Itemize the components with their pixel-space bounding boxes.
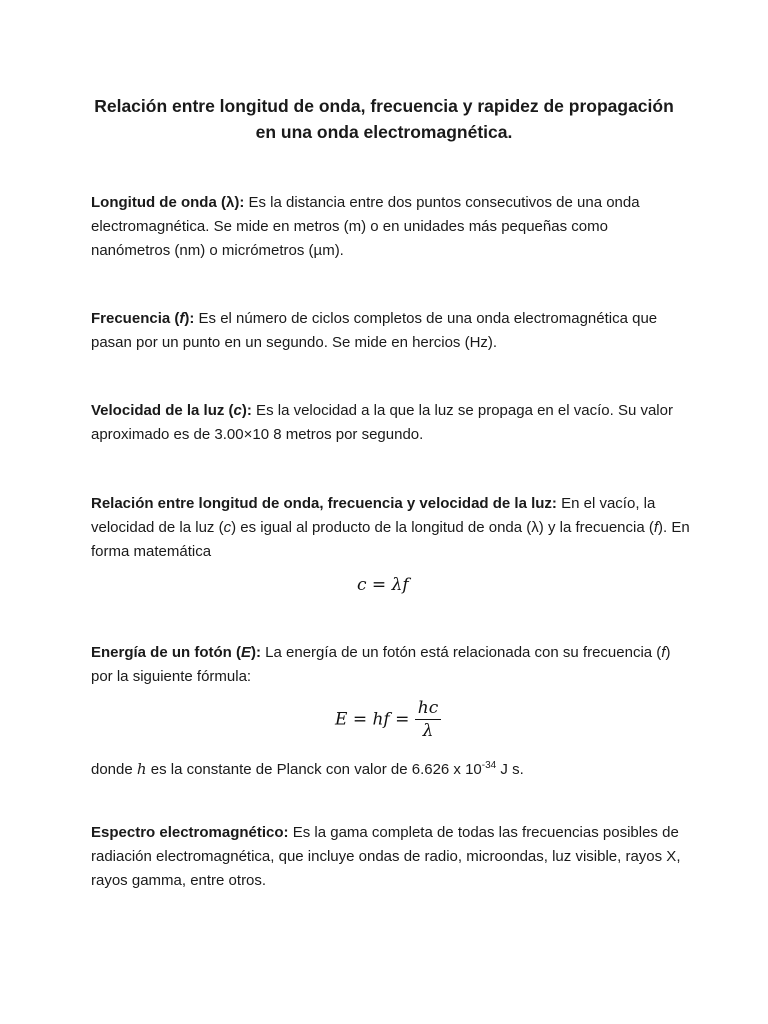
light-speed-definition: [91, 399, 691, 447]
wavelength-term: Longitud de onda (λ):: [91, 194, 245, 211]
document-title: [40, 93, 728, 145]
relation-term: Relación entre longitud de onda, frecuencia y velocidad de la luz:: [91, 495, 557, 512]
photon-term: Energía de un fotón (E):: [91, 644, 262, 661]
wavelength-text: Es la distancia entre dos puntos consecutivos de una onda electromagnética. Se mide en metros (m) o en unidades más pequeñas como nanómetros (nm) o micrómetros (µm).: [91, 194, 640, 259]
frequency-term: Frecuencia (f):: [91, 310, 195, 327]
light-speed-text: Es la velocidad a la que la luz se propaga en el vacío. Su valor aproximado es de 3.00×10 8 metros por segundo.: [91, 402, 673, 443]
planck-constant-note: donde h es la constante de Planck con valor de 6.626 x $10^{-34}$ J s.: [91, 760, 524, 778]
wavelength-definition: [91, 191, 691, 263]
relation-definition: Relación entre longitud de onda, frecuencia y velocidad de la luz: En el vacío, la velocidad de la luz (c) es igual al producto de la longitud de onda (λ) y la frecuencia (f). En forma matemática: [91, 495, 690, 560]
spectrum-term: Espectro electromagnético:: [91, 824, 289, 841]
formula-photon-energy: E = hf = $\frac{hc}{\lambda}$: [335, 697, 441, 742]
spectrum-definition: [91, 821, 691, 893]
planck-symbol: h: [136, 760, 147, 778]
light-speed-term: Velocidad de la luz (c):: [91, 402, 252, 419]
frequency-definition: [91, 307, 691, 355]
planck-exponent: -34: [481, 760, 497, 771]
spectrum-text: Es la gama completa de todas las frecuencias posibles de radiación electromagnética, que incluye ondas de radio, microondas, luz visible, rayos X, rayos gamma, entre otros.: [91, 824, 681, 889]
title-line-1: Relación entre longitud de onda, frecuencia y rapidez de propagación: [94, 96, 674, 116]
fraction-hc-over-lambda: $\frac{hc}{\lambda}$: [415, 697, 441, 742]
title-line-2: en una onda electromagnética.: [255, 122, 513, 142]
photon-energy-definition: Energía de un fotón (E): La energía de un fotón está relacionada con su frecuencia (f) por la siguiente fórmula:: [91, 644, 671, 685]
frequency-text: Es el número de ciclos completos de una onda electromagnética que pasan por un punto en un segundo. Se mide en hercios (Hz).: [91, 310, 658, 351]
formula-c-lambda-f: c = λf: [357, 575, 409, 595]
